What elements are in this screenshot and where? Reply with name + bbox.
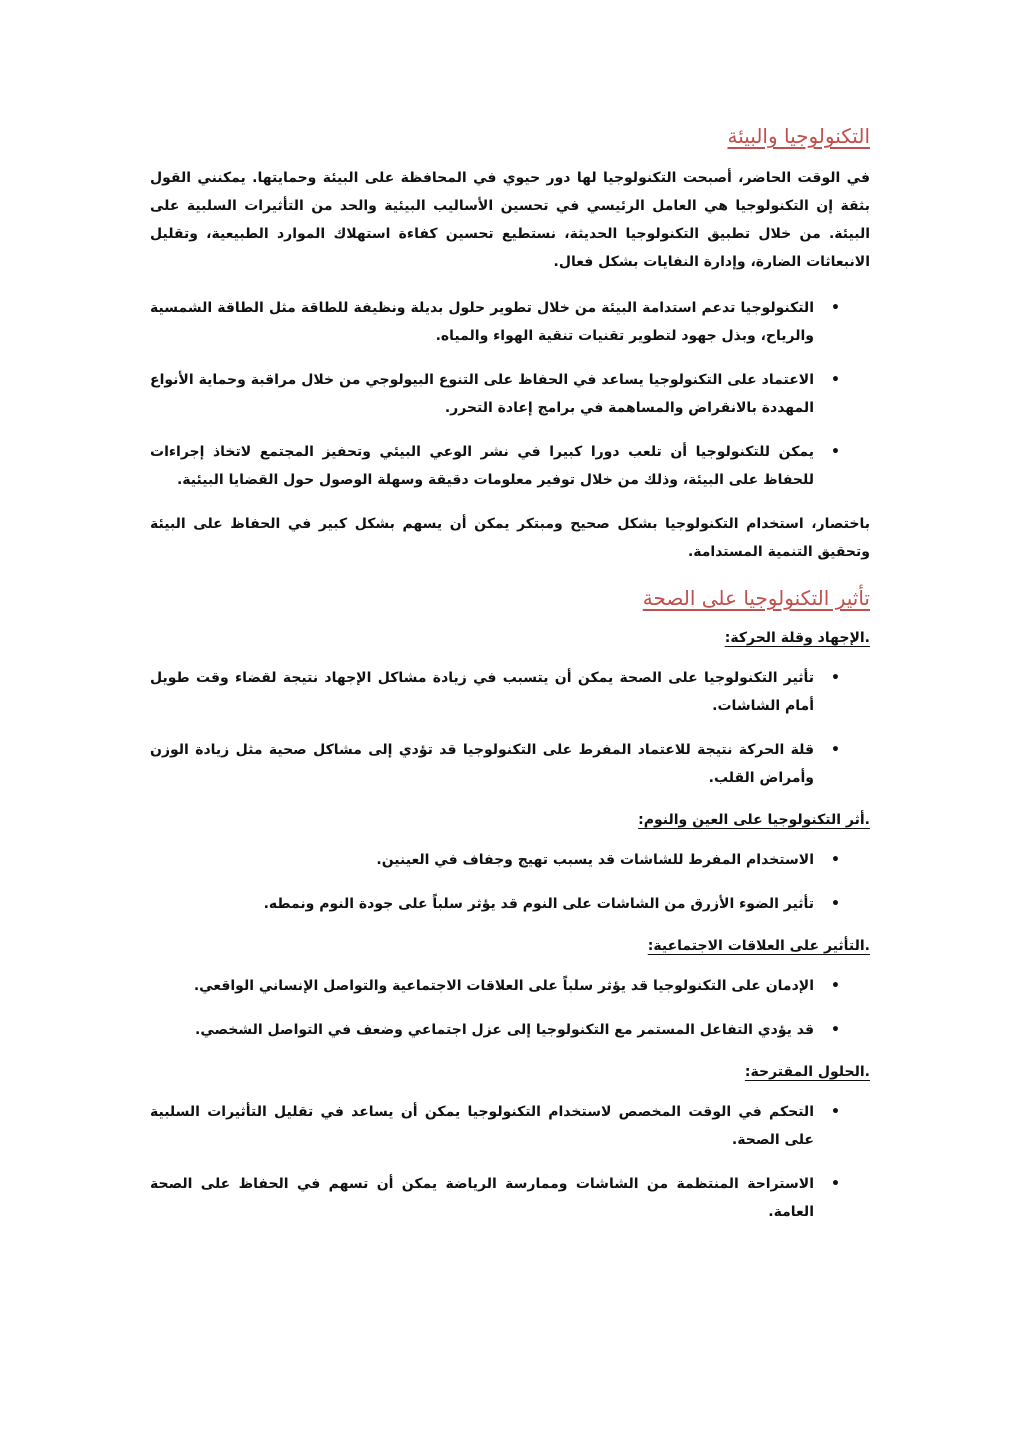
bullet-icon: • xyxy=(831,742,840,758)
list-item-text: قد يؤدي التفاعل المستمر مع التكنولوجيا إلى عزل اجتماعي وضعف في التواصل الشخصي. xyxy=(195,1022,814,1038)
subsection-heading-solutions: .الحلول المقترحة: xyxy=(744,1064,870,1080)
list-item xyxy=(150,1170,870,1226)
bullet-icon: • xyxy=(831,372,840,388)
bullet-icon: • xyxy=(831,896,840,912)
subsection-heading-stress: .الإجهاد وقلة الحركة: xyxy=(724,630,870,646)
subsection-heading-eyes-sleep: .أثر التكنولوجيا على العين والنوم: xyxy=(638,812,870,828)
document-page xyxy=(150,110,870,1242)
bullet-icon: • xyxy=(831,1176,840,1192)
section-title-environment: التكنولوجيا والبيئة xyxy=(727,124,870,148)
bullet-icon: • xyxy=(831,1022,840,1038)
social-bullet-list xyxy=(150,972,870,1044)
list-item-text: تأثير التكنولوجيا على الصحة يمكن أن يتسبب في زيادة مشاكل الإجهاد نتيجة لقضاء وقت طويل أمام الشاشات. xyxy=(150,670,814,714)
list-item xyxy=(150,890,870,918)
bullet-icon: • xyxy=(831,300,840,316)
list-item xyxy=(150,736,870,792)
bullet-icon: • xyxy=(831,670,840,686)
list-item-text: التكنولوجيا تدعم استدامة البيئة من خلال تطوير حلول بديلة ونظيفة للطاقة مثل الطاقة الشمسية والرياح، وبذل جهود لتطوير تقنيات تنقية الهواء والمياه. xyxy=(150,300,814,344)
list-item xyxy=(150,972,870,1000)
list-item-text: تأثير الضوء الأزرق من الشاشات على النوم قد يؤثر سلباً على جودة النوم ونمطه. xyxy=(263,896,814,912)
solutions-bullet-list xyxy=(150,1098,870,1226)
eyes-sleep-bullet-list xyxy=(150,846,870,918)
conclusion-paragraph: باختصار، استخدام التكنولوجيا بشكل صحيح ومبتكر يمكن أن يسهم بشكل كبير في الحفاظ على البيئة وتحقيق التنمية المستدامة. xyxy=(150,516,870,560)
list-item xyxy=(150,438,870,494)
stress-bullet-list xyxy=(150,664,870,792)
list-item-text: الاستراحة المنتظمة من الشاشات وممارسة الرياضة يمكن أن تسهم في الحفاظ على الصحة العامة. xyxy=(150,1176,814,1220)
list-item-text: يمكن للتكنولوجيا أن تلعب دورا كبيرا في نشر الوعي البيئي وتحفيز المجتمع لاتخاذ إجراءات للحفاظ على البيئة، وذلك من خلال توفير معلومات دقيقة وسهلة الوصول حول القضايا البيئية. xyxy=(150,444,814,488)
section-title-health: تأثير التكنولوجيا على الصحة xyxy=(642,586,870,610)
list-item xyxy=(150,1098,870,1154)
subsection-heading-social: .التأثير على العلاقات الاجتماعية: xyxy=(647,938,870,954)
bullet-icon: • xyxy=(831,978,840,994)
list-item xyxy=(150,366,870,422)
list-item xyxy=(150,664,870,720)
bullet-icon: • xyxy=(831,852,840,868)
list-item xyxy=(150,1016,870,1044)
bullet-icon: • xyxy=(831,1104,840,1120)
list-item-text: الإدمان على التكنولوجيا قد يؤثر سلباً على العلاقات الاجتماعية والتواصل الإنساني الواقعي. xyxy=(193,978,814,994)
list-item xyxy=(150,294,870,350)
list-item-text: الاعتماد على التكنولوجيا يساعد في الحفاظ على التنوع البيولوجي من خلال مراقبة وحماية الأنواع المهددة بالانقراض والمساهمة في برامج إعادة التحرر. xyxy=(150,372,814,416)
list-item xyxy=(150,846,870,874)
list-item-text: التحكم في الوقت المخصص لاستخدام التكنولوجيا يمكن أن يساعد في تقليل التأثيرات السلبية على الصحة. xyxy=(150,1104,814,1148)
list-item-text: الاستخدام المفرط للشاشات قد يسبب تهيج وجفاف في العينين. xyxy=(376,852,814,868)
list-item-text: قلة الحركة نتيجة للاعتماد المفرط على التكنولوجيا قد تؤدي إلى مشاكل صحية مثل زيادة الوزن وأمراض القلب. xyxy=(150,742,814,786)
bullet-icon: • xyxy=(831,444,840,460)
intro-paragraph: في الوقت الحاضر، أصبحت التكنولوجيا لها دور حيوي في المحافظة على البيئة وحمايتها. يمكنني القول بثقة إن التكنولوجيا هي العامل الرئيسي في تحسين الأساليب البيئية والحد من التأثيرات السلبية على البيئة. من خلال تطبيق التكنولوجيا الحديثة، نستطيع تحسين كفاءة استهلاك الموارد الطبيعية، وتقليل الانبعاثات الضارة، وإدارة النفايات بشكل فعال. xyxy=(150,170,870,270)
environment-bullet-list xyxy=(150,294,870,494)
